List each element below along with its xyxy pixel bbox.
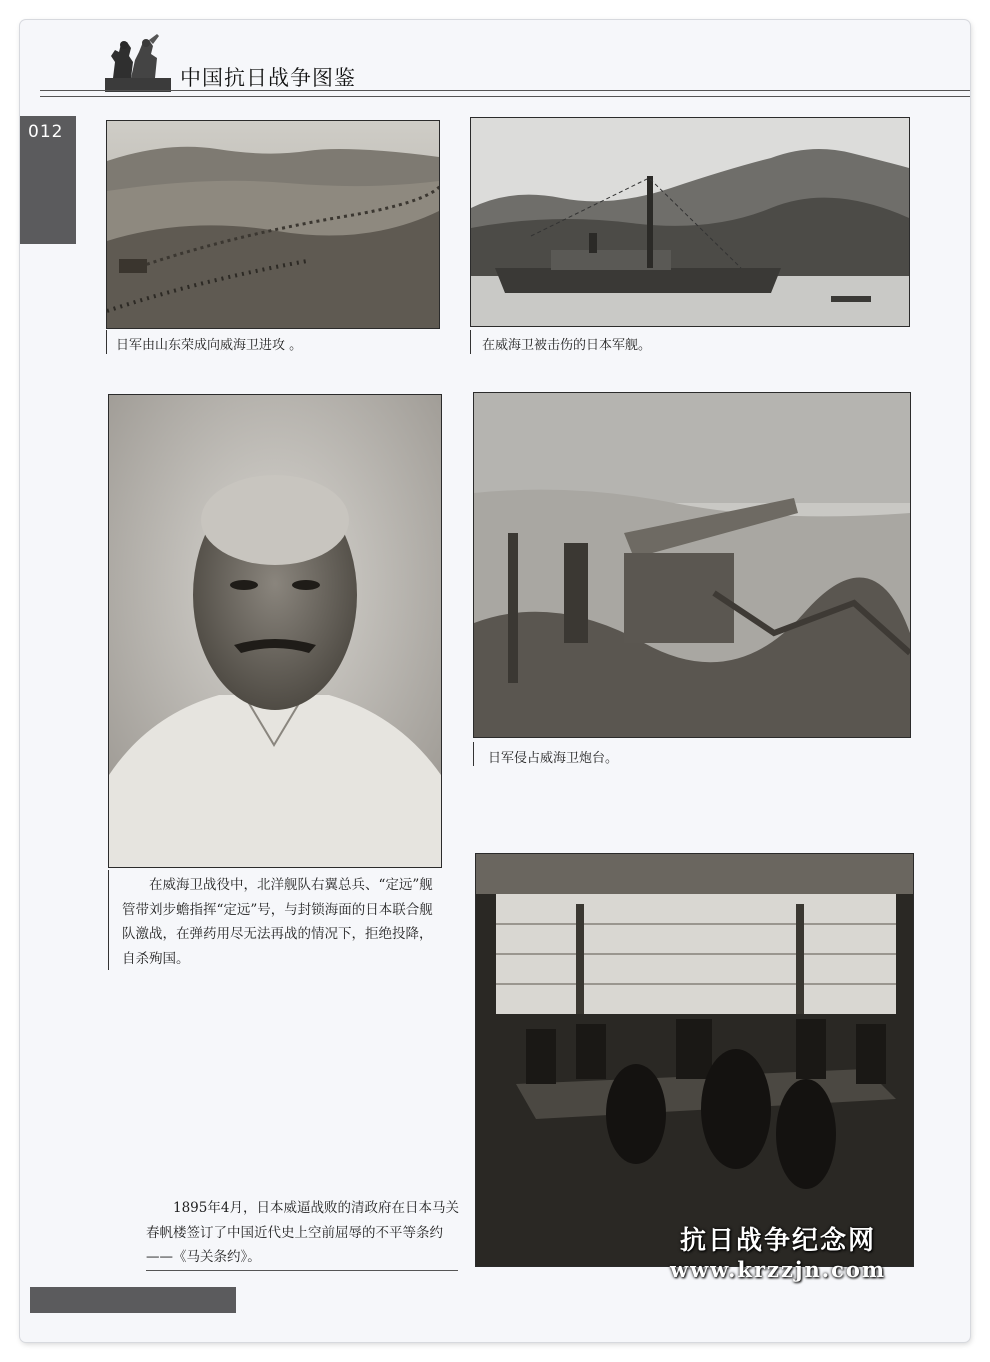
photo-liu-buchan-portrait xyxy=(108,394,442,868)
photo-treaty-of-shimonoseki-signing xyxy=(475,853,914,1267)
caption-rule xyxy=(108,870,109,970)
header-rule-top xyxy=(40,90,970,91)
page-number: 012 xyxy=(28,122,64,142)
page-footer-bar xyxy=(30,1287,236,1313)
caption-portrait: 在威海卫战役中，北洋舰队右翼总兵、“定远”舰管带刘步蟾指挥“定远”号，与封锁海面的日本联合舰队激战，在弹药用尽无法再战的情况下，拒绝投降，自杀殉国。 xyxy=(122,877,433,967)
photo-captured-fortress-cannon xyxy=(473,392,911,738)
caption-rule xyxy=(473,742,474,766)
photo-damaged-warship xyxy=(470,117,910,327)
caption-underline xyxy=(146,1270,458,1271)
caption-march: 日军由山东荣成向威海卫进攻 。 xyxy=(116,338,303,353)
book-page xyxy=(20,20,970,1342)
soldier-statue-logo xyxy=(105,32,171,92)
caption-cannon: 日军侵占威海卫炮台。 xyxy=(488,751,619,766)
caption-rule xyxy=(106,330,107,354)
photo-japanese-army-march xyxy=(106,120,440,329)
caption-warship: 在威海卫被击伤的日本军舰。 xyxy=(482,338,652,353)
page-number-tab xyxy=(20,116,76,244)
book-title: 中国抗日战争图鉴 xyxy=(180,66,356,90)
site-watermark xyxy=(670,1220,886,1282)
watermark-site-name: 抗日战争纪念网 xyxy=(680,1226,877,1256)
caption-treaty: 1895年4月，日本威逼战败的清政府在日本马关春帆楼签订了中国近代史上空前屈辱的不平等条约——《马关条约》。 xyxy=(146,1200,459,1265)
watermark-url: www.krzzjn.com xyxy=(670,1257,887,1282)
header-rule-bottom xyxy=(40,96,970,97)
caption-rule xyxy=(470,330,471,354)
